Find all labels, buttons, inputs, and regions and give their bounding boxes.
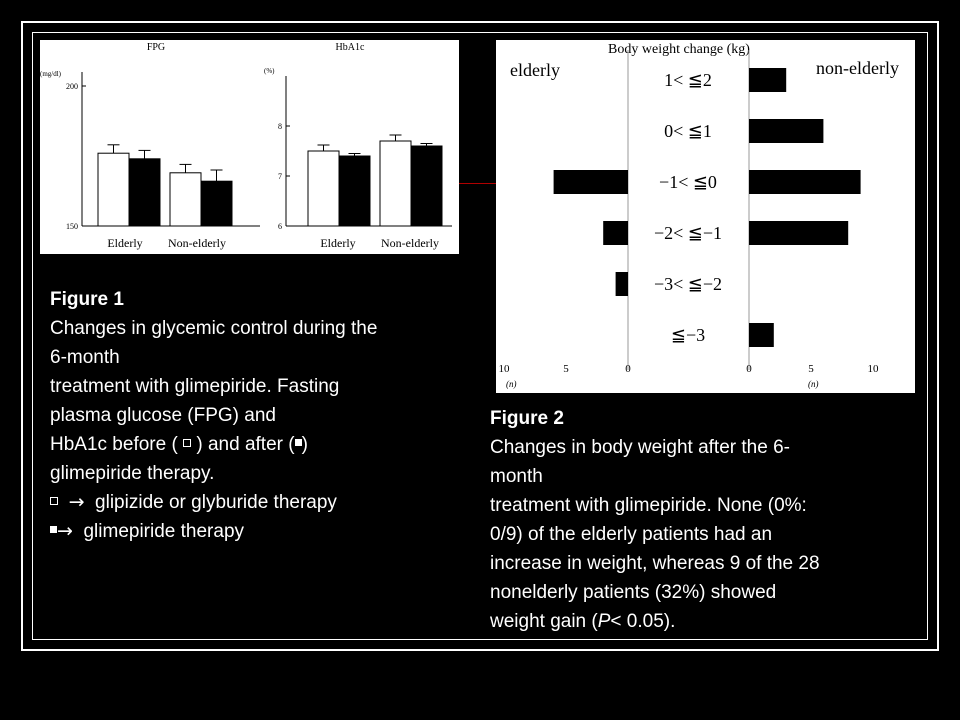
figure-2-caption-line: 0/9) of the elderly patients had an	[490, 524, 773, 545]
caption-text: HbA1c before (	[50, 434, 178, 455]
bw-category-label: −2< ≦−1	[653, 223, 723, 243]
fpg-ylabel: (mg/dl)	[40, 70, 61, 78]
filled-square-icon	[295, 439, 302, 446]
bw-category-label: −3< ≦−2	[653, 274, 723, 294]
bw-category-label: −1< ≦0	[659, 172, 717, 192]
figure-1-caption-line: treatment with glimepiride. Fasting	[50, 376, 340, 397]
caption-text: )	[301, 434, 308, 455]
hba1c-marks	[278, 122, 442, 231]
arrow-right-icon: →	[57, 520, 73, 542]
bw-x-tick-label-right: 5	[808, 363, 814, 375]
bw-title: Body weight change (kg)	[608, 42, 750, 57]
hba1c-category-elderly: Elderly	[320, 236, 356, 250]
figure-2-caption-line: nonelderly patients (32%) showed	[490, 582, 777, 603]
divider-line	[459, 183, 496, 184]
figure-2-caption-line: Changes in body weight after the 6-	[490, 437, 790, 458]
bw-bar-non-elderly	[749, 119, 823, 143]
bw-category-label: 0< ≦1	[664, 121, 712, 141]
fpg-y-tick-label: 200	[66, 82, 78, 91]
figure-2-caption-line	[490, 607, 920, 636]
hba1c-bar	[380, 141, 411, 226]
bw-bar-elderly	[554, 170, 628, 194]
caption-text: < 0.05).	[610, 611, 676, 632]
hba1c-y-tick-label: 8	[278, 122, 282, 131]
fpg-bar	[98, 153, 129, 226]
arrow-right-icon: →	[68, 491, 85, 513]
figure-2-chart	[496, 40, 915, 393]
bw-x-tick-label-right: 10	[867, 363, 879, 375]
bw-right-label: non-elderly	[816, 58, 899, 78]
bw-right-unit: (n)	[808, 379, 819, 389]
hba1c-y-tick-label: 7	[278, 172, 282, 181]
bw-x-tick-label-left: 5	[563, 363, 569, 375]
fpg-category-non-elderly: Non-elderly	[168, 236, 226, 250]
hba1c-category-non-elderly: Non-elderly	[381, 236, 439, 250]
figure-1-svg	[40, 40, 459, 254]
filled-square-icon	[50, 526, 57, 533]
bw-left-unit: (n)	[506, 379, 517, 389]
legend-after-text: glimepiride therapy	[83, 521, 245, 542]
figure-2-caption-line: month	[490, 466, 543, 487]
figure-2-caption-line: increase in weight, whereas 9 of the 28	[490, 553, 820, 574]
figure-1-chart	[40, 40, 459, 254]
open-square-icon	[183, 439, 191, 447]
bw-bar-non-elderly	[749, 170, 861, 194]
figure-2-svg	[496, 40, 915, 393]
figure-2-caption-line: treatment with glimepiride. None (0%:	[490, 495, 807, 516]
bw-x-tick-label-right: 0	[746, 363, 752, 375]
figure-1-caption-line	[50, 430, 470, 459]
caption-text: weight gain (	[490, 611, 598, 632]
open-square-icon	[50, 497, 58, 505]
hba1c-ylabel: (%)	[264, 67, 275, 75]
legend-after	[50, 517, 470, 546]
figure-1-caption-line: glimepiride therapy.	[50, 463, 215, 484]
hba1c-y-tick-label: 6	[278, 222, 282, 231]
fpg-title: FPG	[146, 42, 166, 53]
bw-bar-non-elderly	[749, 323, 774, 347]
figure-2-caption	[490, 404, 920, 636]
fpg-bar	[201, 181, 232, 226]
legend-before-text: glipizide or glyburide therapy	[95, 492, 337, 513]
bw-x-tick-label-left: 0	[625, 363, 631, 375]
fpg-bar	[170, 173, 201, 226]
caption-text: ) and after (	[196, 434, 295, 455]
bw-bar-elderly	[616, 272, 628, 296]
fpg-marks	[66, 82, 232, 231]
bw-category-label: 1< ≦2	[664, 70, 712, 90]
fpg-category-elderly: Elderly	[107, 236, 143, 250]
hba1c-bar	[308, 151, 339, 226]
figure-1-caption-line: Changes in glycemic control during the	[50, 318, 378, 339]
figure-1-caption	[50, 285, 470, 546]
hba1c-bar	[339, 156, 370, 226]
bw-bar-non-elderly	[749, 221, 848, 245]
fpg-y-tick-label: 150	[66, 222, 78, 231]
bw-left-label: elderly	[510, 60, 560, 80]
figure-2-heading: Figure 2	[490, 408, 564, 429]
hba1c-title: HbA1c	[335, 42, 365, 53]
bw-bar-non-elderly	[749, 68, 786, 92]
bw-category-label: ≦−3	[670, 325, 706, 345]
legend-before	[50, 488, 470, 517]
bw-marks	[499, 68, 880, 375]
figure-1-caption-line: 6-month	[50, 347, 120, 368]
hba1c-bar	[411, 146, 442, 226]
bw-bar-elderly	[603, 221, 628, 245]
fpg-bar	[129, 159, 160, 226]
figure-1-caption-line: plasma glucose (FPG) and	[50, 405, 276, 426]
figure-1-heading: Figure 1	[50, 289, 124, 310]
bw-x-tick-label-left: 10	[498, 363, 510, 375]
caption-p-italic: P	[597, 611, 611, 632]
